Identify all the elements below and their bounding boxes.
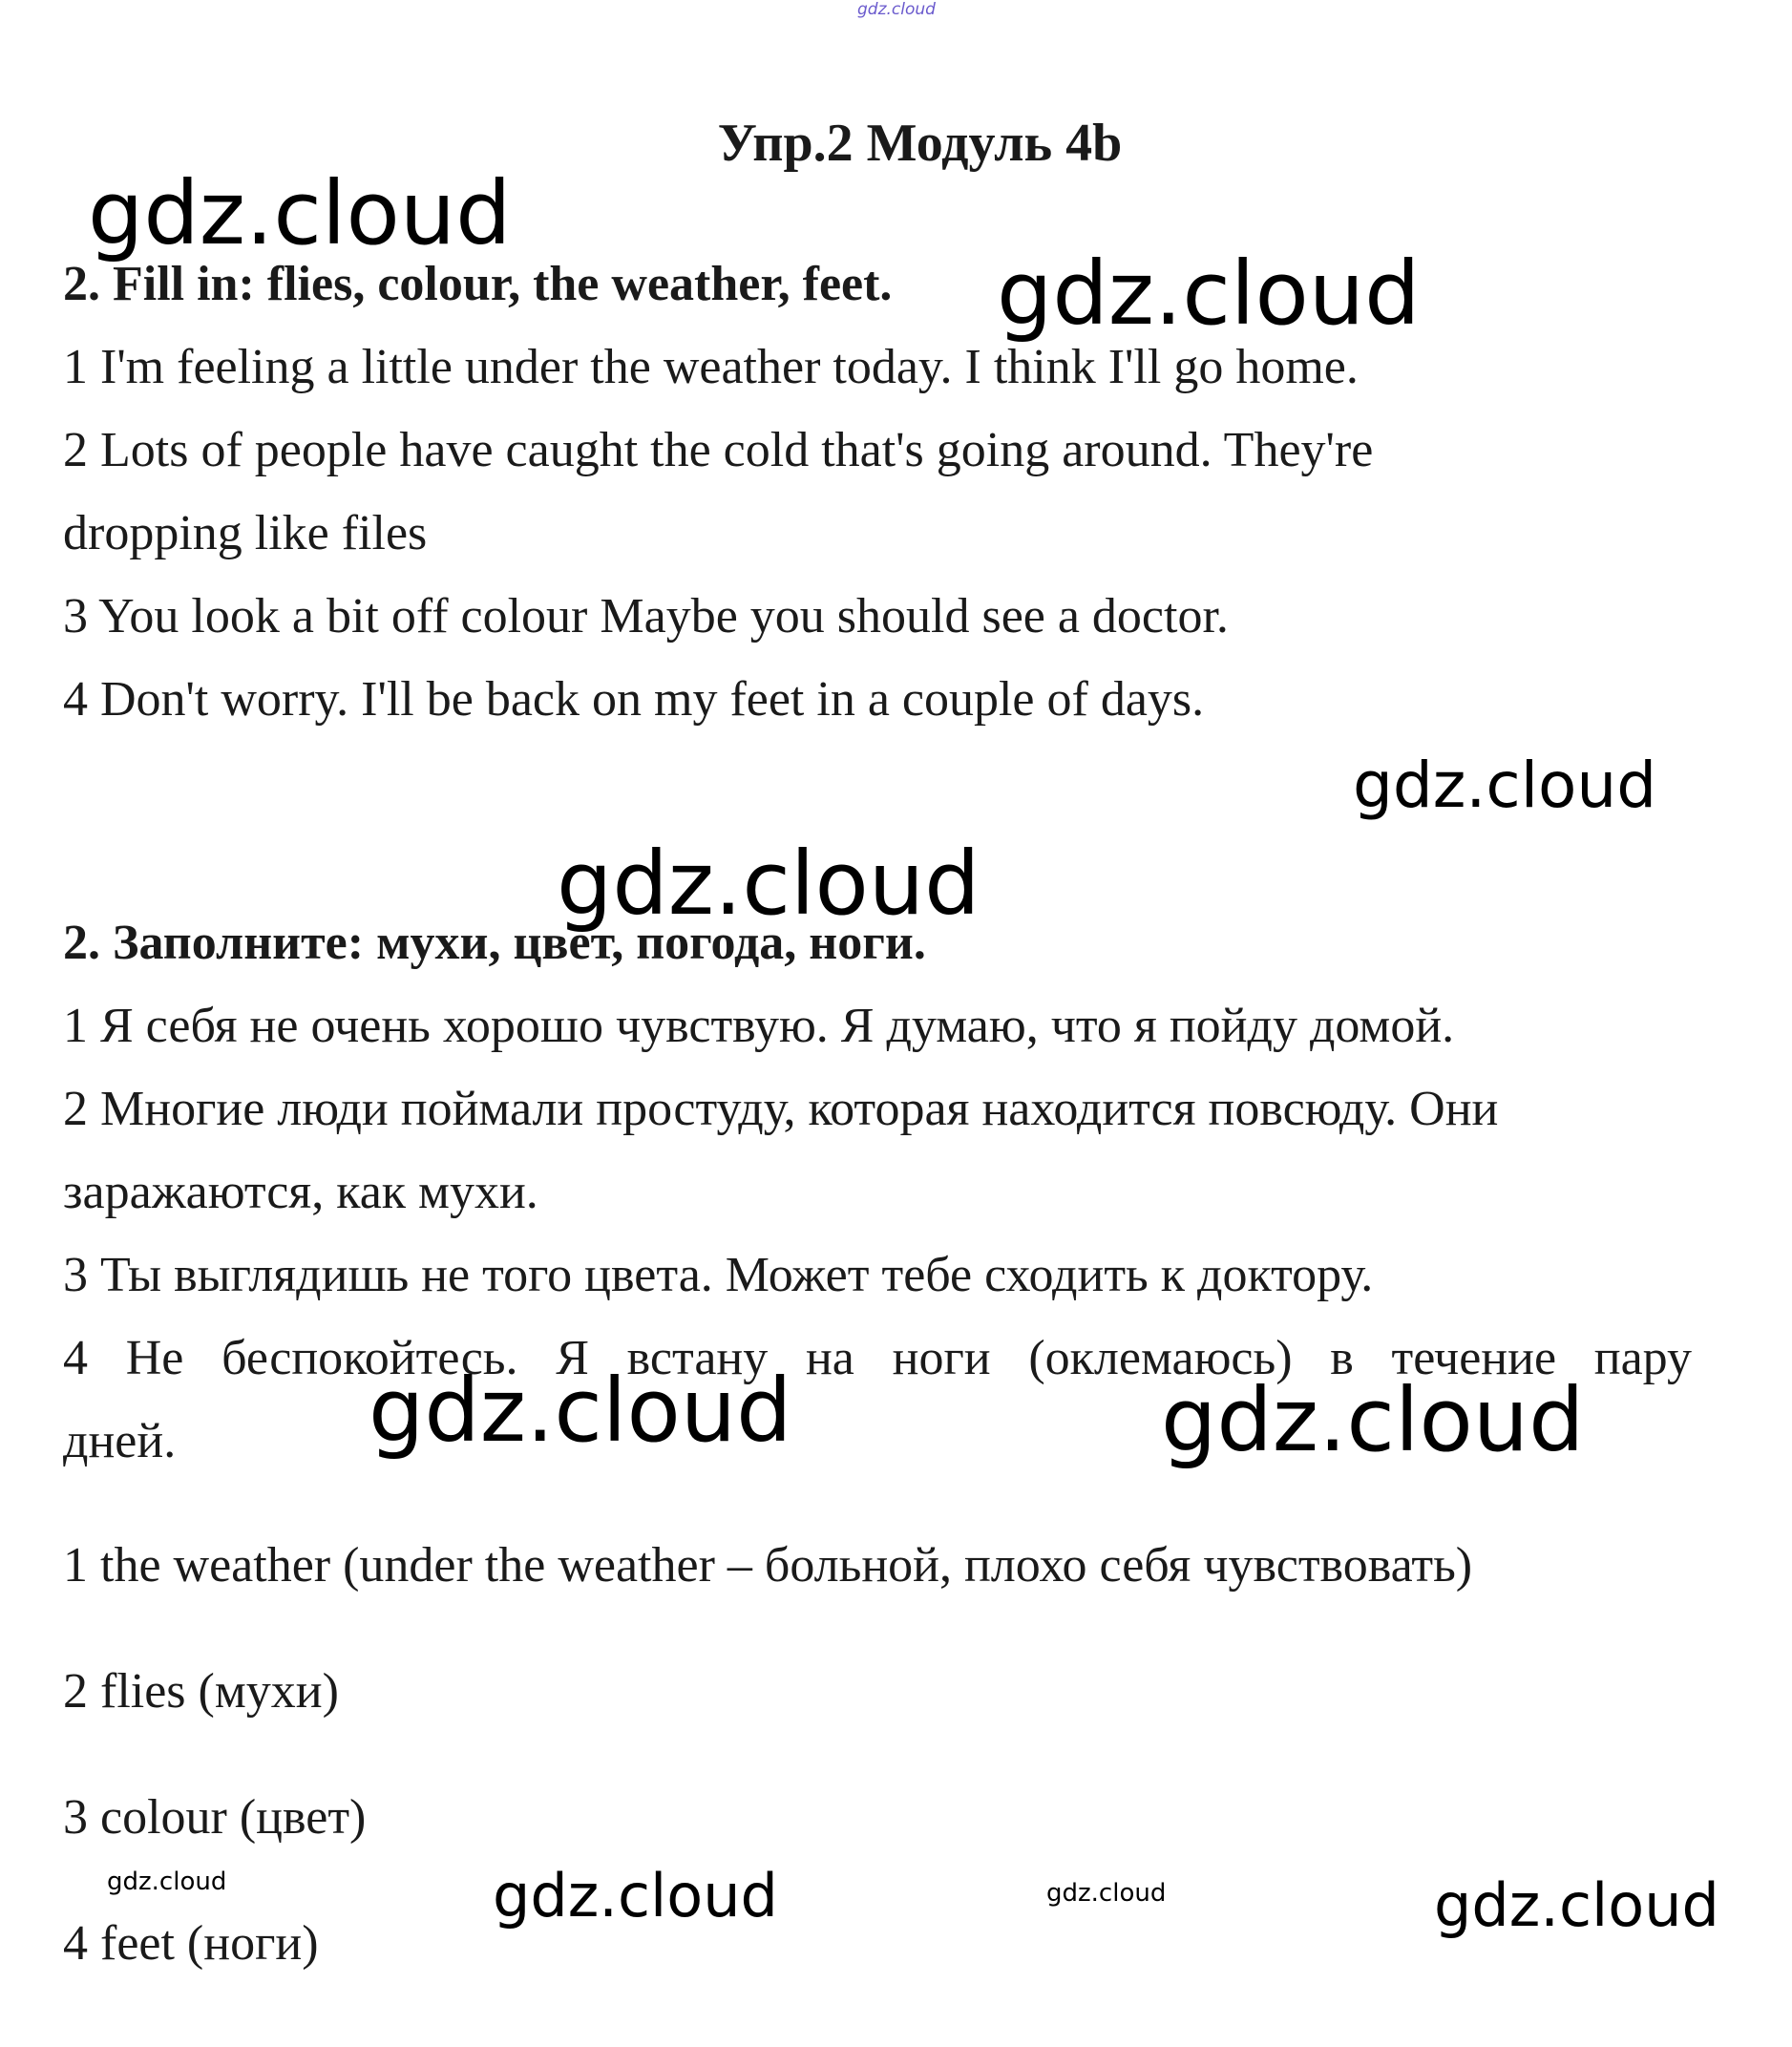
answer-2: 2 flies (мухи) — [63, 1664, 339, 1719]
english-line-4: 4 Don't worry. I'll be back on my feet in a couple of days. — [63, 672, 1205, 727]
watermark: gdz.cloud — [1046, 1879, 1167, 1908]
answer-3: 3 colour (цвет) — [63, 1790, 367, 1845]
page-title: Упр.2 Модуль 4b — [717, 114, 1123, 173]
watermark: gdz.cloud — [88, 162, 512, 264]
watermark: gdz.cloud — [493, 1861, 778, 1931]
answer-1: 1 the weather (under the weather – больной, плохо себя чувствовать) — [63, 1538, 1473, 1593]
watermark: gdz.cloud — [369, 1360, 792, 1462]
russian-line-4-cont: дней. — [63, 1414, 177, 1468]
watermark: gdz.cloud — [1161, 1369, 1585, 1471]
russian-line-4: 4 Не беспокойтесь. Я встану на ноги (оклемаюсь) в течение пару — [63, 1331, 1692, 1385]
english-line-3: 3 You look a bit off colour Maybe you should see a doctor. — [63, 589, 1229, 644]
english-line-2-cont: dropping like files — [63, 506, 428, 560]
russian-line-2: 2 Многие люди поймали простуду, которая находится повсюду. Они — [63, 1082, 1499, 1136]
russian-line-2-cont: заражаются, как мухи. — [63, 1165, 538, 1219]
watermark: gdz.cloud — [1353, 749, 1657, 822]
watermark: gdz.cloud — [557, 833, 980, 935]
russian-heading: 2. Заполните: мухи, цвет, погода, ноги. — [63, 916, 926, 970]
watermark: gdz.cloud — [997, 243, 1421, 345]
watermark: gdz.cloud — [107, 1868, 227, 1896]
answer-4: 4 feet (ноги) — [63, 1916, 319, 1971]
english-heading: 2. Fill in: flies, colour, the weather, feet. — [63, 257, 893, 311]
english-line-2: 2 Lots of people have caught the cold that's going around. They're — [63, 423, 1374, 477]
russian-line-1: 1 Я себя не очень хорошо чувствую. Я думаю, что я пойду домой. — [63, 999, 1455, 1053]
watermark-top: gdz.cloud — [857, 0, 936, 19]
watermark: gdz.cloud — [1434, 1870, 1719, 1940]
english-line-1: 1 I'm feeling a little under the weather today. I think I'll go home. — [63, 340, 1359, 394]
russian-line-3: 3 Ты выглядишь не того цвета. Может тебе сходить к доктору. — [63, 1248, 1374, 1302]
